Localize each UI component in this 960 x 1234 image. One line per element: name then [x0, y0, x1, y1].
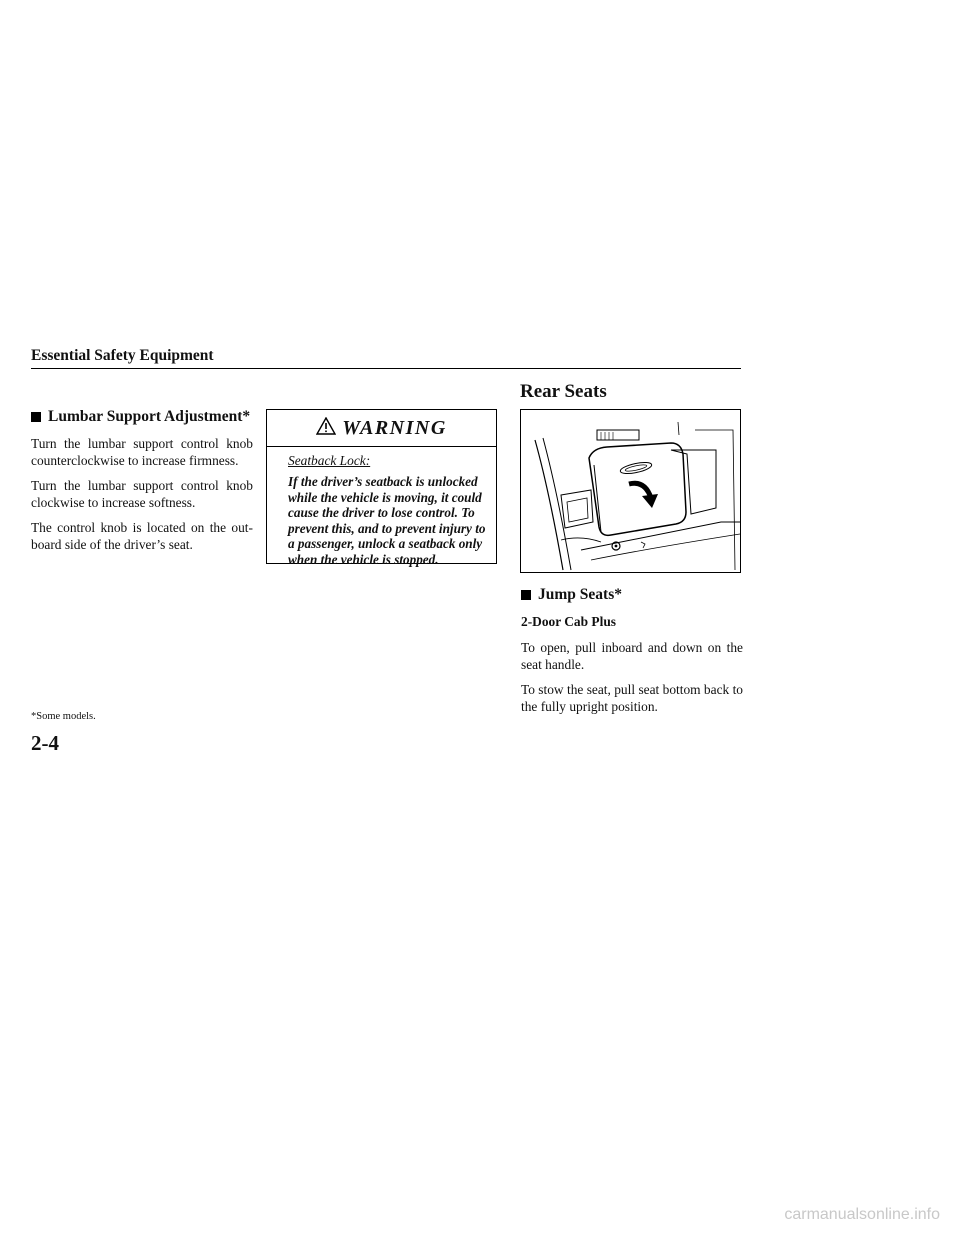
square-bullet-icon [521, 590, 531, 600]
jump-seats-paragraph: To stow the seat, pull seat bottom back to the fully upright position. [521, 682, 743, 714]
rear-seats-title: Rear Seats [520, 381, 607, 402]
section-title: Essential Safety Equipment [31, 347, 214, 364]
lumbar-heading-text: Lumbar Support Adjustment* [48, 408, 251, 425]
jump-seats-paragraph: To open, pull inboard and down on the seat handle. [521, 640, 743, 672]
page-number: 2-4 [31, 731, 59, 755]
warning-title: WARNING [342, 416, 447, 439]
jump-seats-heading [521, 586, 743, 604]
warning-header [267, 410, 496, 447]
lumbar-heading [31, 408, 253, 426]
warning-body [267, 447, 496, 568]
warning-subtitle: Seatback Lock: [288, 453, 371, 468]
warning-box [266, 409, 497, 567]
jump-seats-heading-text: Jump Seats* [538, 586, 622, 603]
header-divider [31, 368, 741, 369]
warning-triangle-icon [316, 417, 336, 440]
warning-text: If the driver’s seatback is unlocked while the vehicle is moving, it could cause the driver to lose control. To prevent this, and to prevent injury to a passenger, unlock a seatback only when the vehicle is stopped. [288, 474, 486, 567]
lumbar-paragraph: Turn the lumbar support control knob counterclockwise to increase firmness. [31, 436, 253, 468]
watermark: carmanualsonline.info [784, 1206, 940, 1223]
lumbar-section [31, 408, 253, 562]
lumbar-paragraph: The control knob is located on the out-board side of the driver’s seat. [31, 520, 253, 552]
jump-seats-section [521, 586, 743, 724]
lumbar-paragraph: Turn the lumbar support control knob clockwise to increase softness. [31, 478, 253, 510]
jump-seats-subheading: 2-Door Cab Plus [521, 614, 616, 629]
jump-seat-illustration [520, 409, 741, 573]
square-bullet-icon [31, 412, 41, 422]
footnote: *Some models. [31, 711, 96, 722]
